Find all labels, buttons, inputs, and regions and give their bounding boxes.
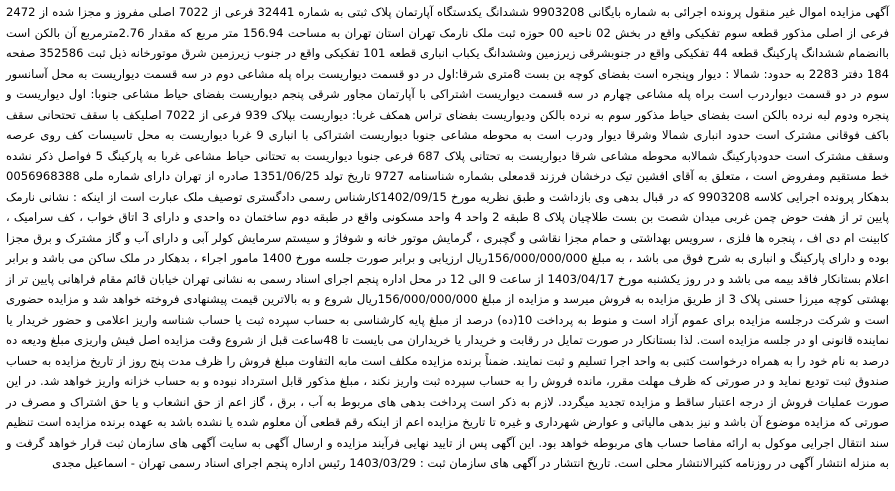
auction-notice-text: آگهی مزایده اموال غیر منقول پرونده اجرائی به شماره بایگانی 9903208 ششدانگ یکدستگاه آپارتمان پلاک ثبتی به شماره 32441 فرعی از 7022 اصلی مفروز و مجزا شده از 2472 فرعی از اصلی مذکور قطعه سوم تفکیکی واقع در بخش 02 ناحیه 00 حوزه ثبت ملک نارمک تهران استان تهران به مساحت 156.94 متر مربع که مقدار 2.76مترمربع آن بالکن است باانضمام ششدانگ پارکینگ قطعه 44 تفکیکی واقع در جنوبشرقی زیرزمین وششدانگ یکباب انباری قطعه 101 تفکیکی واقع در جنوب زیرزمین شرق موتورخانه ذیل ثبت 352586 صفحه 184 دفتر 2283 به حدود: شمالا : دیوار وپنجره است بفضای کوچه بن بست 8متری شرقا:اول در دو قسمت دیواریست براه پله مشاعی دوم در سه قسمت دیواریست به محل آسانسور سوم در دو قسمت دیواردرب است براه پله مشاعی چهارم در سه قسمت دیواریست اشتراکی با آپارتمان مجاور شرقی پنجم دیواریست بفضای حیاط مشاعی جنوبا: اول دیواریست و پنجره ودوم لبه نرده بالکن است بفضای حیاط مذکور سوم به نرده بالکن ودیواریست بفضای تراس همکف غربا: دیواریست بپلاک 939 فرعی از 7022 اصلیکف با سقف تحتحانی سقف باکف فوقانی مشترک است حدود انباری شمالا وشرقا دیوار ودرب است به محوطه مشاعی جنوبا دیواریست اشتراکی با انباری 9 غربا دیواریست به محل تاسیسات کف روی عرصه وسقف مشترک است حدودپارکینگ شمالابه محوطه مشاعی شرقا دیواریست به تحتانی پلاک 687 فرعی جنوبا دیواریست به تحتانی حیاط مشاعی غربا به پارکینگ 5 فواصل ذکر نشده خط مستقیم ومفروض است ، متعلق به آقای افشین تیک درخشان فرزند قدمعلی بشماره شناسنامه 9727 تاریخ تولد 1351/06/25 صادره از تهران دارای شماره ملی 0056968388 بدهکار پرونده اجرایی کلاسه 9903208 که در قبال بدهی وی بازداشت و طبق نظریه مورخ 1402/09/15کارشناس رسمی دادگستری توصیف ملک عبارت است از اینکه : نشانی نارمک پایین تر از هفت حوض چمن غربی میدان شصت بن بست طلاچیان پلاک 8 طبقه 2 واحد 4 واحد مسکونی واقع در طبقه دوم ساختمان ده واحدی و دارای 3 اتاق خواب ، کف سرامیک ، کابینت ام دی اف ، پنجره ها فلزی ، سرویس بهداشتی و حمام مجزا نقاشی و گچبری ، گرمایش موتور خانه و شوفاژ و سیستم سرمایش کولر آبی و دارای آب و گاز مشترک و برق مجزا بوده و دارای پارکینگ و انباری به شرح فوق می باشد ، به مبلغ 156/000/000/000ریال ارزیابی و برابر صورت جلسه مورخ 1400 مامور اجراء ، بدهکار در ملک ساکن می باشد و برابر اعلام بستانکار فاقد بیمه می باشد و در روز یکشنبه مورخ 1403/04/17 از ساعت 9 الی 12 در محل اداره پنجم اجرای اسناد رسمی به نشانی تهران خیابان قائم مقام فراهانی پایین تر از بهشتی کوچه میرزا حسنی پلاک 3 از طریق مزایده به فروش میرسد و مزایده از مبلغ 156/000/000/000ریال شروع و به بالاترین قیمت پیشنهادی فروخته خواهد شد و مزایده حضوری است و شرکت درجلسه مزایده برای عموم آزاد است و منوط به پرداخت 10(ده) درصد از مبلغ پایه کارشناسی به حساب سپرده ثبت یا حساب شناسه واریز اعلامی و حضور خریدار یا نماینده قانونی او در جلسه مزایده است. لذا بستانکار در صورت تمایل در رقابت و خریدار یا خریداران می بایست تا 48ساعت قبل از شروع وقت مزایده اصل فیش واریزی مبلغ ودیعه ده درصد به نام خود را به همراه درخواست کتبی به واحد اجرا تسلیم و ثبت نمایند. ضمناً برنده مزایده مکلف است مابه التفاوت مبلغ فروش را ظرف مدت پنج روز از تاریخ مزایده به حساب صندوق ثبت تودیع نماید و در صورتی که ظرف مهلت مقرر، مانده فروش را به حساب سپرده ثبت واریز نکند ، مبلغ مذکور قابل استرداد نبوده و به حساب خزانه واریز خواهد شد. در این صورت عملیات فروش از درجه اعتبار ساقط و مزایده تجدید میگردد. لازم به ذکر است پرداخت بدهی های مربوط به آب ، برق ، گاز اعم از حق انشعاب و یا حق اشتراک و مصرف در صورتی که مزایده موضوع آن باشد و نیز بدهی مالیاتی و عوارض شهرداری و غیره تا تاریخ مزایده اعم از اینکه رقم قطعی آن معلوم شده یا نشده باشد به عهده برنده مزایده است تنظیم سند انتقال اجرایی موکول به ارائه مفاصا حساب های مربوطه خواهد بود. این آگهی پس از تایید نهایی فرآیند مزایده و ارسال آگهی به سایت آگهی های سازمان ثبت قرار خواهد گرفت و به منزله انتشار آگهی در روزنامه کثیرالانتشار محلی است. تاریخ انتشار در آگهی های سازمان ثبت : 1403/03/29 رئیس اداره پنجم اجرای اسناد رسمی تهران - اسماعیل مجدی bbox=[6, 5, 890, 470]
